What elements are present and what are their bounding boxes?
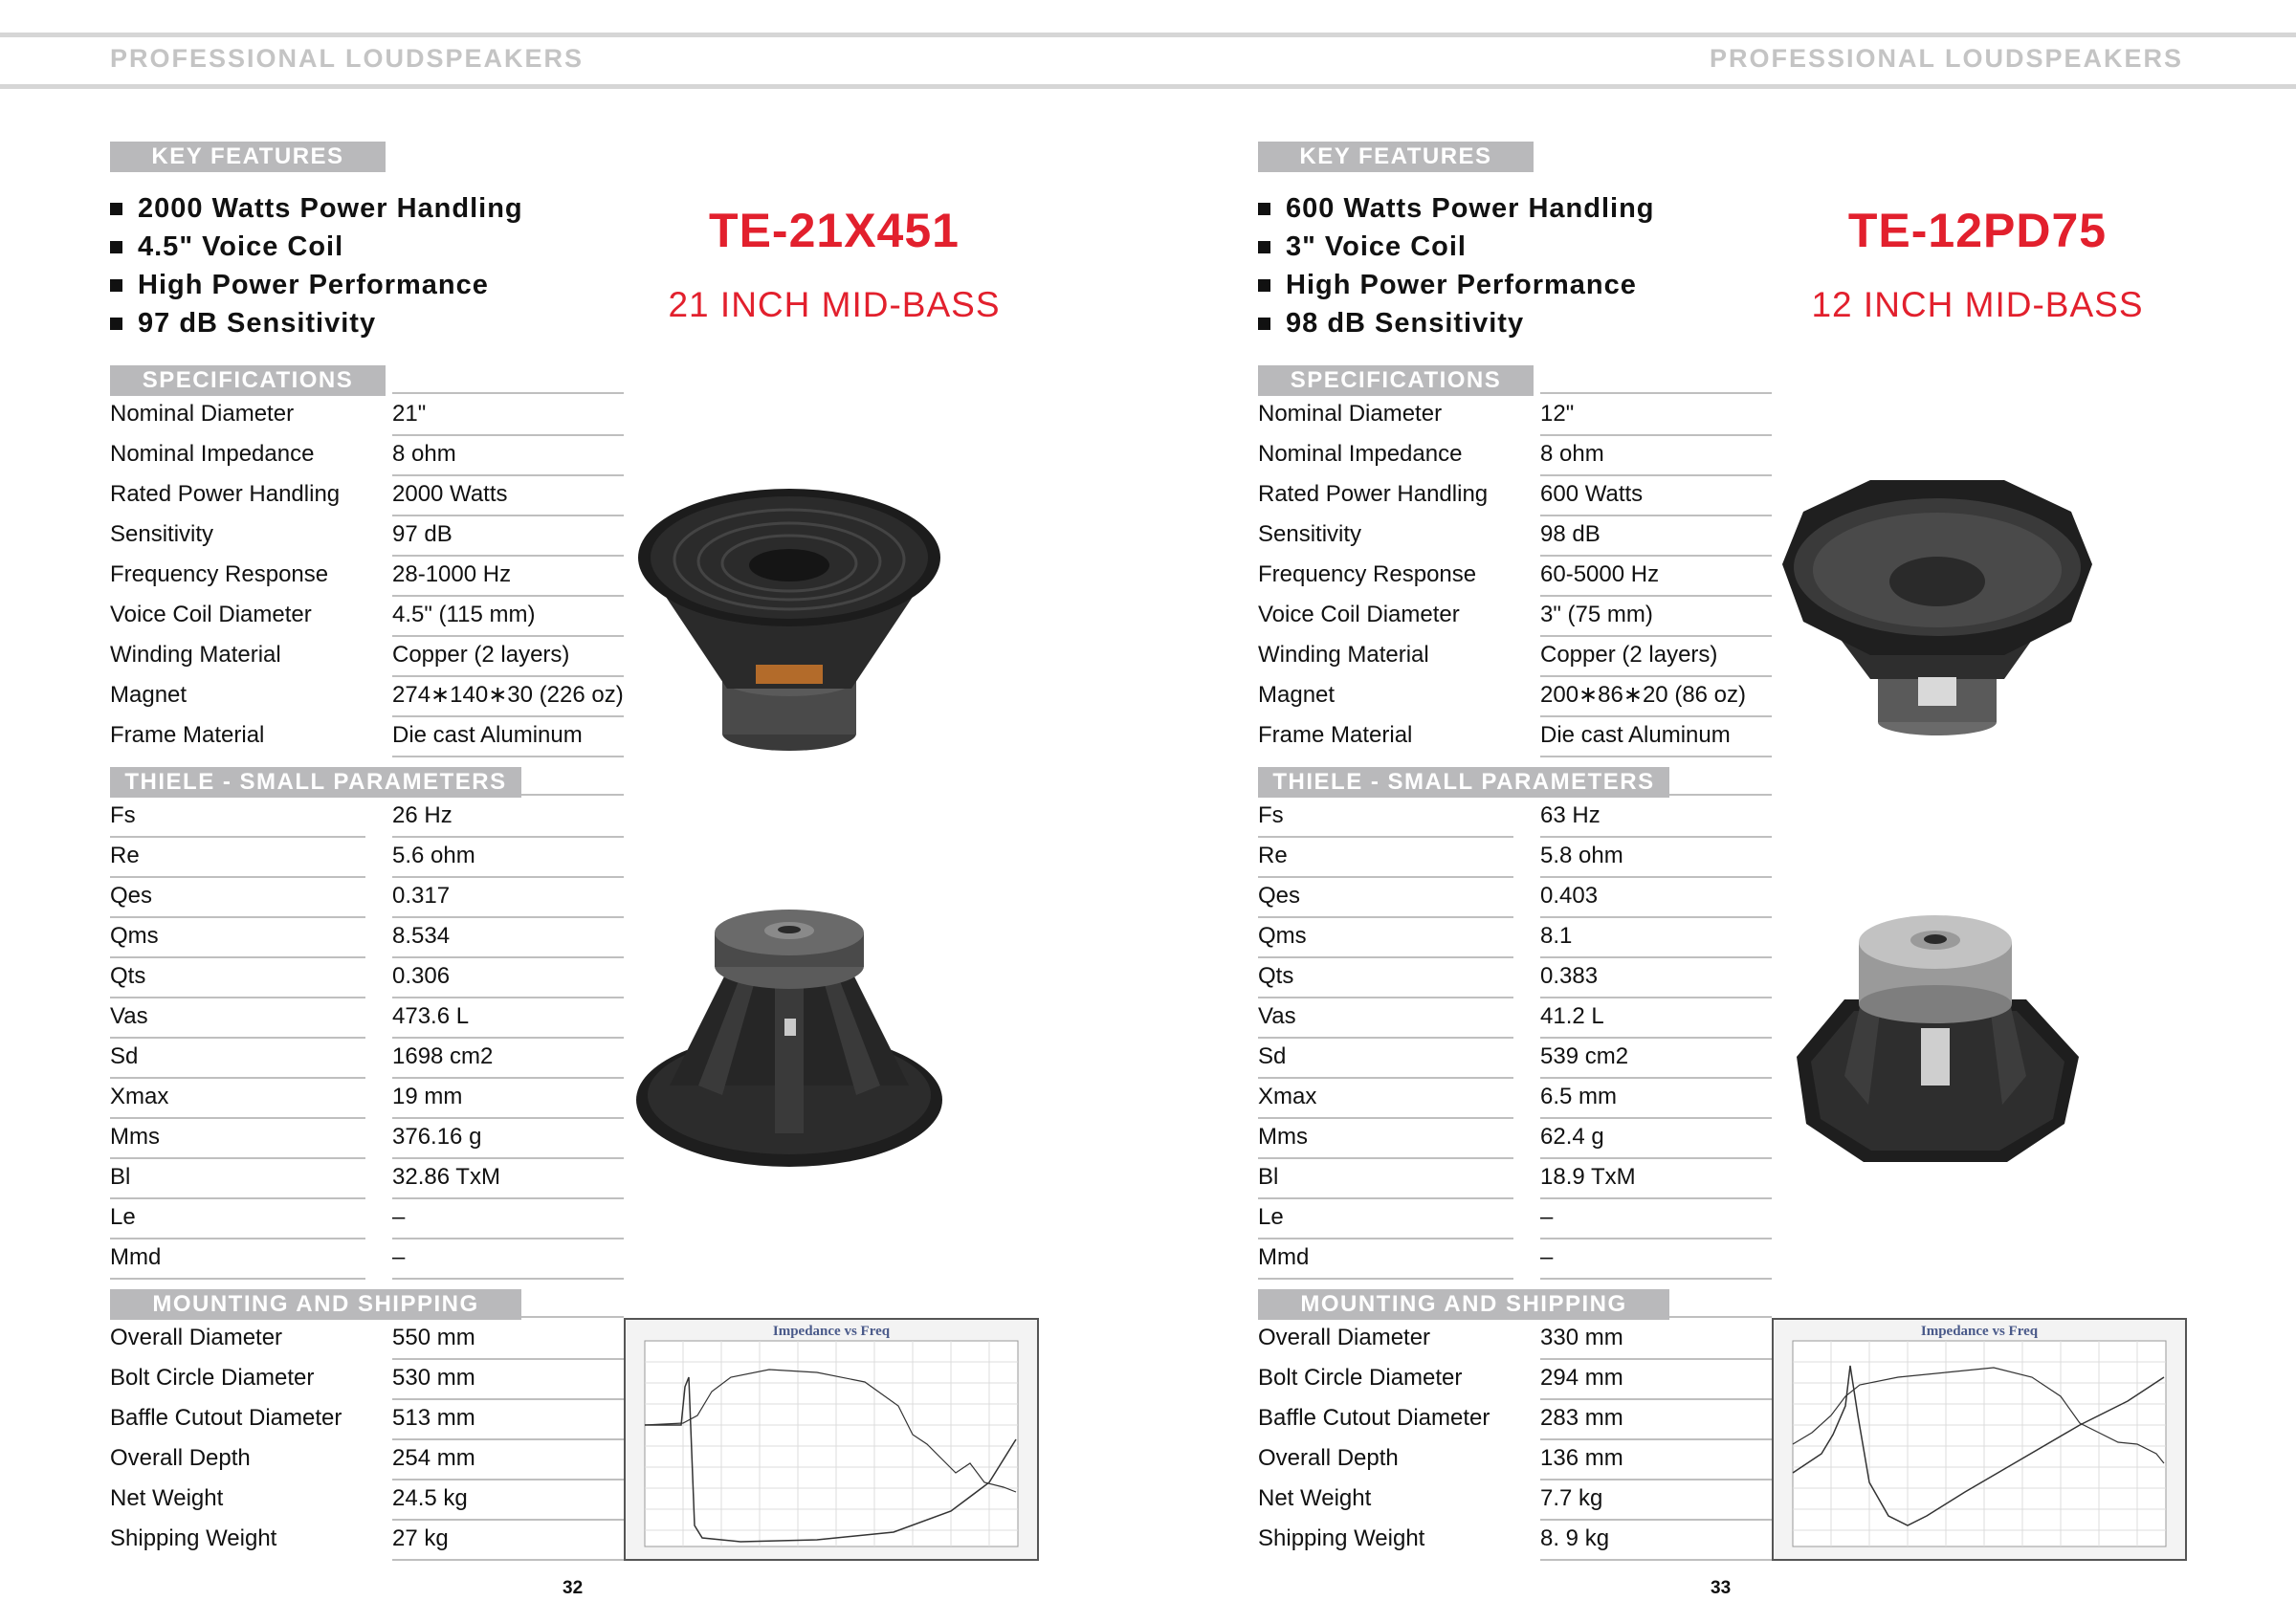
mounting-value: 24.5 kg: [392, 1485, 468, 1511]
row-rule: [392, 474, 624, 476]
specs-value: 21": [392, 401, 427, 427]
impedance-graph: [1772, 1318, 2187, 1561]
ts-value: –: [1540, 1244, 1554, 1270]
row-rule: [392, 515, 624, 516]
specs-value: 8 ohm: [1540, 441, 1604, 467]
specs-value: Copper (2 layers): [1540, 642, 1718, 668]
ts-value: 63 Hz: [1540, 802, 1601, 828]
row-rule: [392, 715, 624, 717]
mounting-value: 550 mm: [392, 1325, 475, 1350]
specs-value: 2000 Watts: [392, 481, 508, 507]
ts-label: Fs: [110, 802, 136, 828]
row-rule: [110, 1238, 365, 1239]
mounting-label: Shipping Weight: [110, 1525, 277, 1551]
row-rule: [1540, 916, 1772, 918]
speaker-back-photo: [1777, 885, 2093, 1181]
row-rule: [1258, 1238, 1513, 1239]
running-title-right: PROFESSIONAL LOUDSPEAKERS: [1710, 44, 2184, 73]
mounting-label: Overall Diameter: [1258, 1325, 1431, 1350]
row-rule: [1258, 876, 1513, 878]
page-right: [1148, 0, 2296, 1623]
ts-label: Qts: [1258, 963, 1294, 989]
specs-value: Die cast Aluminum: [1540, 722, 1731, 748]
feature-item: 4.5" Voice Coil: [110, 228, 523, 266]
row-rule: [392, 916, 624, 918]
ts-value: 8.1: [1540, 923, 1573, 949]
specs-label: Nominal Impedance: [1258, 441, 1463, 467]
row-rule: [1540, 715, 1772, 717]
thiele-small-label: THIELE - SMALL PARAMETERS: [110, 767, 521, 798]
row-rule: [392, 1037, 624, 1039]
ts-value: 32.86 TxM: [392, 1164, 500, 1190]
row-rule: [392, 1157, 624, 1159]
ts-header-rule: [521, 794, 624, 796]
ts-value: 19 mm: [392, 1084, 463, 1109]
mounting-label: Overall Depth: [110, 1445, 251, 1471]
row-rule: [110, 1157, 365, 1159]
specs-value: 28-1000 Hz: [392, 561, 512, 587]
ts-value: 6.5 mm: [1540, 1084, 1618, 1109]
specs-label: Magnet: [1258, 682, 1336, 708]
ts-value: –: [392, 1204, 406, 1230]
row-rule: [1258, 956, 1513, 958]
ts-value: 5.8 ohm: [1540, 843, 1623, 868]
model-subtitle: 12 INCH MID-BASS: [1811, 285, 2144, 324]
specs-label: Nominal Diameter: [1258, 401, 1443, 427]
specs-value: 8 ohm: [392, 441, 456, 467]
specs-label: Frequency Response: [1258, 561, 1477, 587]
mounting-value: 8. 9 kg: [1540, 1525, 1610, 1551]
ts-label: Qms: [110, 923, 159, 949]
feature-list: [1258, 189, 1655, 342]
row-rule: [1540, 1438, 1772, 1440]
row-rule: [1540, 956, 1772, 958]
ts-label: Sd: [110, 1043, 139, 1069]
row-rule: [1540, 1559, 1772, 1561]
row-rule: [110, 1197, 365, 1199]
mounting-label: Overall Diameter: [110, 1325, 283, 1350]
bullet-square-icon: [110, 318, 122, 330]
ts-value: 0.317: [392, 883, 451, 909]
mounting-header-rule: [521, 1316, 624, 1318]
mounting-value: 330 mm: [1540, 1325, 1623, 1350]
row-rule: [392, 1238, 624, 1239]
ts-label: Le: [1258, 1204, 1284, 1230]
ts-value: 8.534: [392, 923, 451, 949]
ts-label: Vas: [1258, 1003, 1296, 1029]
feature-item: 3" Voice Coil: [1258, 228, 1655, 266]
ts-value: 62.4 g: [1540, 1124, 1604, 1150]
ts-value: 0.383: [1540, 963, 1599, 989]
row-rule: [110, 876, 365, 878]
ts-value: 1698 cm2: [392, 1043, 494, 1069]
specifications-label: SPECIFICATIONS: [1258, 365, 1534, 396]
specs-label: Voice Coil Diameter: [110, 602, 312, 627]
mounting-label: Overall Depth: [1258, 1445, 1399, 1471]
row-rule: [392, 836, 624, 838]
feature-list: [110, 189, 523, 342]
specs-value: 60-5000 Hz: [1540, 561, 1660, 587]
row-rule: [110, 1278, 365, 1280]
row-rule: [392, 555, 624, 557]
mounting-value: 294 mm: [1540, 1365, 1623, 1391]
mounting-value: 283 mm: [1540, 1405, 1623, 1431]
ts-label: Qms: [1258, 923, 1307, 949]
ts-value: 41.2 L: [1540, 1003, 1604, 1029]
mounting-label: Bolt Circle Diameter: [110, 1365, 315, 1391]
ts-label: Xmax: [110, 1084, 169, 1109]
row-rule: [392, 434, 624, 436]
feature-item: 2000 Watts Power Handling: [110, 189, 523, 228]
feature-item: High Power Performance: [1258, 266, 1655, 304]
row-rule: [392, 1559, 624, 1561]
row-rule: [110, 997, 365, 998]
row-rule: [392, 756, 624, 757]
specs-value: 4.5" (115 mm): [392, 602, 536, 627]
ts-label: Re: [110, 843, 140, 868]
row-rule: [1258, 836, 1513, 838]
mounting-value: 254 mm: [392, 1445, 475, 1471]
bullet-square-icon: [1258, 241, 1270, 253]
key-features-label: KEY FEATURES: [110, 142, 386, 172]
row-rule: [392, 1278, 624, 1280]
mounting-label: Shipping Weight: [1258, 1525, 1425, 1551]
row-rule: [1540, 997, 1772, 998]
specs-label: Rated Power Handling: [1258, 481, 1489, 507]
specifications-label: SPECIFICATIONS: [110, 365, 386, 396]
ts-label: Mms: [1258, 1124, 1308, 1150]
specs-label: Voice Coil Diameter: [1258, 602, 1460, 627]
row-rule: [1258, 1117, 1513, 1119]
ts-label: Re: [1258, 843, 1288, 868]
ts-label: Qes: [1258, 883, 1301, 909]
feature-item: High Power Performance: [110, 266, 523, 304]
ts-label: Mms: [110, 1124, 160, 1150]
row-rule: [1258, 1278, 1513, 1280]
specs-value: 600 Watts: [1540, 481, 1644, 507]
ts-label: Fs: [1258, 802, 1284, 828]
row-rule: [1540, 1197, 1772, 1199]
key-features-label: KEY FEATURES: [1258, 142, 1534, 172]
row-rule: [1258, 1157, 1513, 1159]
mounting-value: 27 kg: [392, 1525, 449, 1551]
ts-label: Qes: [110, 883, 153, 909]
row-rule: [1258, 1197, 1513, 1199]
row-rule: [1540, 1077, 1772, 1079]
specs-label: Nominal Diameter: [110, 401, 295, 427]
running-title-left: PROFESSIONAL LOUDSPEAKERS: [110, 44, 585, 73]
mounting-value: 7.7 kg: [1540, 1485, 1603, 1511]
row-rule: [1540, 474, 1772, 476]
row-rule: [392, 1197, 624, 1199]
mounting-label: Net Weight: [1258, 1485, 1372, 1511]
specs-value: 274∗140∗30 (226 oz): [392, 682, 624, 708]
row-rule: [110, 1037, 365, 1039]
row-rule: [392, 1519, 624, 1521]
ts-label: Sd: [1258, 1043, 1287, 1069]
impedance-graph: [624, 1318, 1039, 1561]
graph-title: Impedance vs Freq: [772, 1324, 891, 1339]
specs-value: 12": [1540, 401, 1575, 427]
row-rule: [1540, 1037, 1772, 1039]
specs-value: 3" (75 mm): [1540, 602, 1653, 627]
row-rule: [392, 997, 624, 998]
mounting-header-rule: [1669, 1316, 1772, 1318]
row-rule: [392, 956, 624, 958]
ts-value: 473.6 L: [392, 1003, 470, 1029]
thiele-small-label: THIELE - SMALL PARAMETERS: [1258, 767, 1669, 798]
specs-label: Winding Material: [110, 642, 281, 668]
row-rule: [110, 1117, 365, 1119]
graph-title: Impedance vs Freq: [1920, 1324, 2039, 1339]
row-rule: [1258, 1037, 1513, 1039]
bullet-square-icon: [1258, 203, 1270, 215]
row-rule: [392, 1479, 624, 1480]
row-rule: [110, 916, 365, 918]
ts-value: 26 Hz: [392, 802, 453, 828]
page-number: 33: [1711, 1578, 1732, 1598]
specs-label: Frame Material: [110, 722, 265, 748]
ts-label: Bl: [110, 1164, 131, 1190]
mounting-shipping-label: MOUNTING AND SHIPPING: [1258, 1289, 1669, 1320]
bullet-square-icon: [1258, 279, 1270, 292]
mounting-label: Net Weight: [110, 1485, 224, 1511]
row-rule: [392, 635, 624, 637]
row-rule: [1540, 836, 1772, 838]
ts-value: –: [392, 1244, 406, 1270]
row-rule: [1540, 555, 1772, 557]
row-rule: [392, 1077, 624, 1079]
model-title: TE-12PD75: [1847, 204, 2108, 257]
mounting-label: Bolt Circle Diameter: [1258, 1365, 1463, 1391]
ts-value: 18.9 TxM: [1540, 1164, 1636, 1190]
ts-label: Le: [110, 1204, 136, 1230]
row-rule: [392, 595, 624, 597]
spec-header-rule: [1540, 392, 1772, 394]
row-rule: [1540, 675, 1772, 677]
row-rule: [1540, 1398, 1772, 1400]
speaker-front-photo: [1765, 469, 2100, 746]
mounting-label: Baffle Cutout Diameter: [1258, 1405, 1490, 1431]
mounting-value: 513 mm: [392, 1405, 475, 1431]
row-rule: [1540, 876, 1772, 878]
ts-label: Mmd: [110, 1244, 162, 1270]
row-rule: [392, 675, 624, 677]
feature-item: 600 Watts Power Handling: [1258, 189, 1655, 228]
specs-value: Die cast Aluminum: [392, 722, 583, 748]
specs-label: Winding Material: [1258, 642, 1429, 668]
row-rule: [110, 836, 365, 838]
row-rule: [1540, 635, 1772, 637]
spec-header-rule: [392, 392, 624, 394]
row-rule: [1540, 595, 1772, 597]
ts-value: –: [1540, 1204, 1554, 1230]
ts-label: Vas: [110, 1003, 148, 1029]
row-rule: [1258, 916, 1513, 918]
model-subtitle: 21 INCH MID-BASS: [668, 285, 1001, 324]
ts-value: 376.16 g: [392, 1124, 482, 1150]
ts-header-rule: [1669, 794, 1772, 796]
speaker-front-photo: [631, 483, 947, 760]
row-rule: [1540, 1278, 1772, 1280]
ts-value: 0.306: [392, 963, 451, 989]
row-rule: [1540, 756, 1772, 757]
specs-value: 200∗86∗20 (86 oz): [1540, 682, 1747, 708]
ts-value: 539 cm2: [1540, 1043, 1629, 1069]
ts-label: Mmd: [1258, 1244, 1310, 1270]
row-rule: [1540, 1358, 1772, 1360]
feature-item: 97 dB Sensitivity: [110, 304, 523, 342]
specs-label: Rated Power Handling: [110, 481, 341, 507]
row-rule: [392, 1398, 624, 1400]
row-rule: [392, 1438, 624, 1440]
mounting-value: 136 mm: [1540, 1445, 1623, 1471]
row-rule: [1540, 1157, 1772, 1159]
mounting-label: Baffle Cutout Diameter: [110, 1405, 342, 1431]
bullet-square-icon: [110, 279, 122, 292]
ts-label: Xmax: [1258, 1084, 1317, 1109]
specs-label: Sensitivity: [1258, 521, 1362, 547]
specs-label: Frame Material: [1258, 722, 1413, 748]
row-rule: [1258, 997, 1513, 998]
mounting-value: 530 mm: [392, 1365, 475, 1391]
row-rule: [1540, 1238, 1772, 1239]
row-rule: [1540, 1519, 1772, 1521]
ts-label: Qts: [110, 963, 146, 989]
row-rule: [392, 1358, 624, 1360]
specs-label: Magnet: [110, 682, 188, 708]
row-rule: [392, 1117, 624, 1119]
specs-value: Copper (2 layers): [392, 642, 570, 668]
specs-label: Nominal Impedance: [110, 441, 315, 467]
specs-value: 97 dB: [392, 521, 453, 547]
row-rule: [1540, 434, 1772, 436]
speaker-back-photo: [631, 894, 947, 1181]
ts-label: Bl: [1258, 1164, 1279, 1190]
page-number: 32: [563, 1578, 584, 1598]
bullet-square-icon: [110, 203, 122, 215]
row-rule: [1258, 1077, 1513, 1079]
bullet-square-icon: [1258, 318, 1270, 330]
row-rule: [1540, 1479, 1772, 1480]
row-rule: [110, 956, 365, 958]
row-rule: [110, 1077, 365, 1079]
specs-value: 98 dB: [1540, 521, 1601, 547]
row-rule: [1540, 1117, 1772, 1119]
row-rule: [1540, 515, 1772, 516]
mounting-shipping-label: MOUNTING AND SHIPPING: [110, 1289, 521, 1320]
bullet-square-icon: [110, 241, 122, 253]
ts-value: 5.6 ohm: [392, 843, 475, 868]
model-title: TE-21X451: [709, 204, 960, 257]
ts-value: 0.403: [1540, 883, 1599, 909]
feature-item: 98 dB Sensitivity: [1258, 304, 1655, 342]
specs-label: Frequency Response: [110, 561, 329, 587]
row-rule: [392, 876, 624, 878]
specs-label: Sensitivity: [110, 521, 214, 547]
